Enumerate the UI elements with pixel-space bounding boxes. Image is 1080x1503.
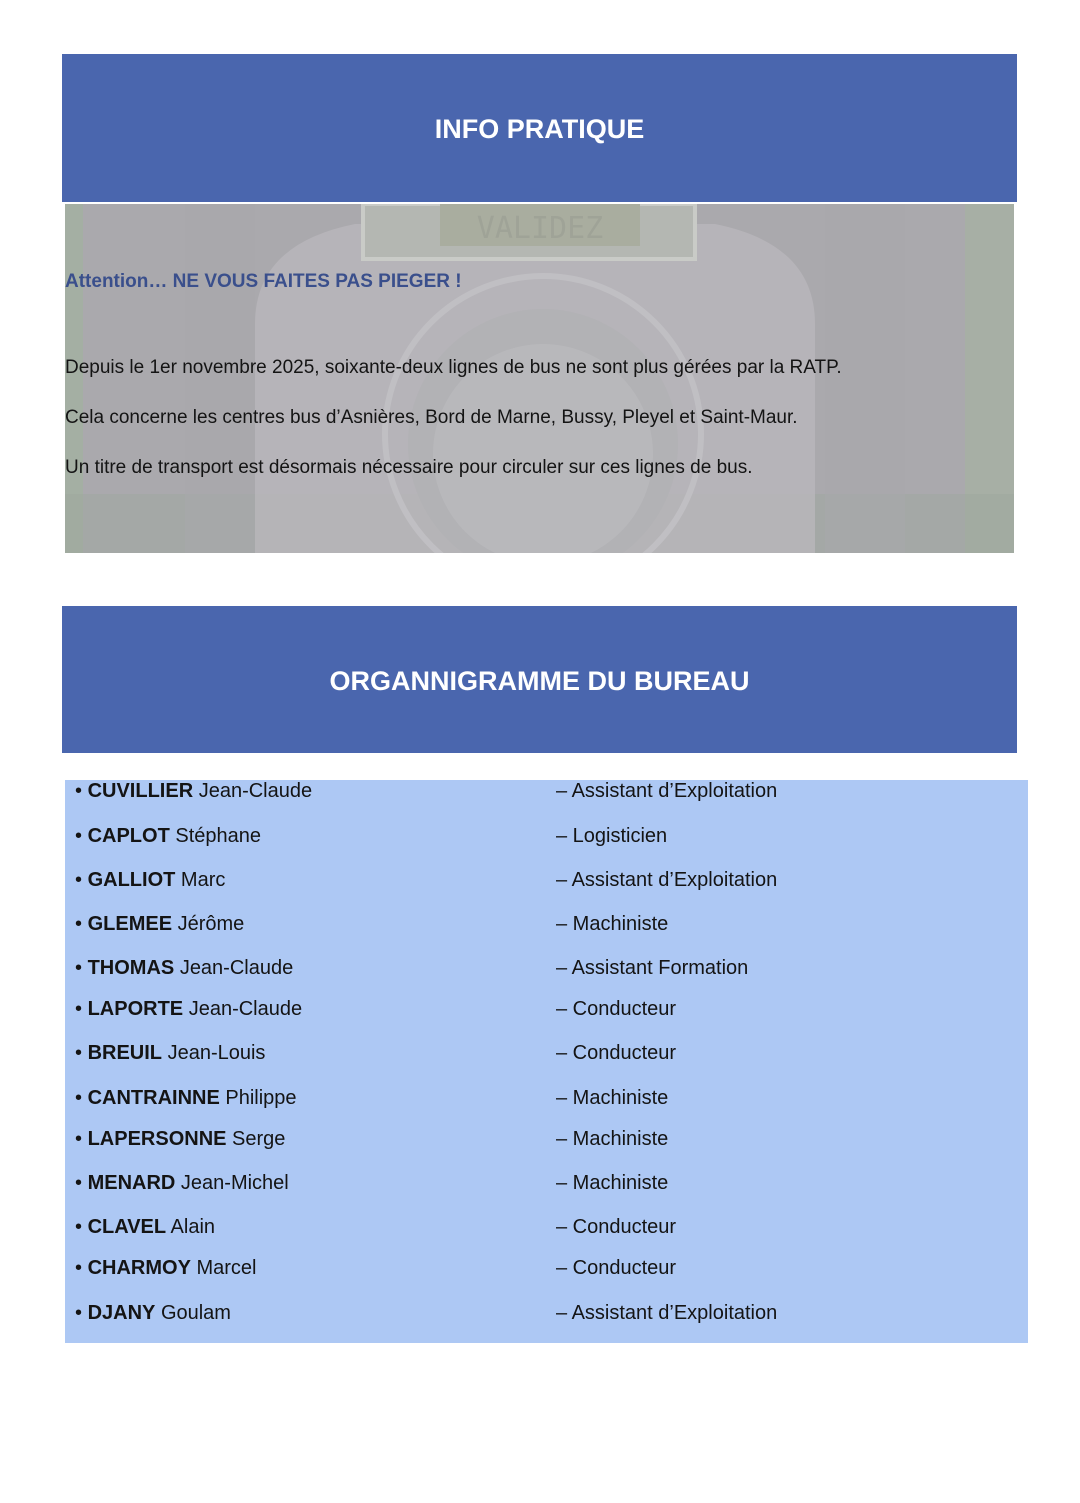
list-item — [65, 869, 1028, 899]
member-surname: CAPLOT — [87, 825, 170, 847]
background-image-lettering: VALIDEZ — [476, 211, 604, 246]
member-surname: CHARMOY — [87, 1257, 191, 1279]
list-item — [65, 1302, 1028, 1332]
bullet: • — [75, 825, 83, 847]
list-item — [65, 1042, 1028, 1072]
member-surname: CANTRAINNE — [87, 1087, 220, 1109]
list-item — [65, 780, 1028, 810]
list-item — [65, 825, 1028, 855]
member-firstname: Jean-Claude — [179, 957, 294, 979]
member-role: – Assistant d’Exploitation — [556, 780, 778, 802]
list-item — [65, 1257, 1028, 1287]
list-item — [65, 957, 1028, 987]
list-item — [65, 1128, 1028, 1158]
member-name — [75, 1257, 257, 1280]
member-role: – Machiniste — [556, 913, 669, 935]
info-paragraph-3: Un titre de transport est désormais nécessaire pour circuler sur ces lignes de bus. — [65, 457, 753, 478]
member-role: – Assistant d’Exploitation — [556, 1302, 778, 1324]
member-name — [75, 869, 225, 892]
member-role: – Machiniste — [556, 1087, 669, 1109]
info-paragraph-1: Depuis le 1er novembre 2025, soixante-deux lignes de bus ne sont plus gérées par la RATP. — [65, 357, 842, 378]
member-name — [75, 1302, 231, 1325]
bullet: • — [75, 1216, 83, 1238]
member-role: – Conducteur — [556, 1042, 677, 1064]
member-role: – Conducteur — [556, 1257, 677, 1279]
member-surname: MENARD — [87, 1172, 176, 1194]
member-name — [75, 1087, 297, 1110]
member-role: – Assistant d’Exploitation — [556, 869, 778, 891]
info-pratique-title: INFO PRATIQUE — [434, 114, 645, 144]
bullet: • — [75, 869, 83, 891]
bullet: • — [75, 1128, 83, 1150]
list-item — [65, 913, 1028, 943]
info-pratique-banner — [62, 54, 1017, 202]
bullet: • — [75, 1257, 83, 1279]
info-warning-heading: Attention… NE VOUS FAITES PAS PIEGER ! — [65, 271, 462, 292]
member-name — [75, 1216, 215, 1239]
list-item — [65, 1087, 1028, 1117]
member-surname: GLEMEE — [87, 913, 173, 935]
member-role: – Conducteur — [556, 998, 677, 1020]
member-firstname: Jean-Michel — [180, 1172, 289, 1194]
bullet: • — [75, 913, 83, 935]
member-role: – Conducteur — [556, 1216, 677, 1238]
member-firstname: Goulam — [160, 1302, 231, 1324]
member-surname: CLAVEL — [87, 1216, 167, 1238]
bullet: • — [75, 1042, 83, 1064]
list-item — [65, 998, 1028, 1028]
member-firstname: Jean-Claude — [188, 998, 303, 1020]
member-name — [75, 957, 293, 980]
member-name — [75, 913, 244, 936]
member-name — [75, 1042, 265, 1065]
bullet: • — [75, 1172, 83, 1194]
member-firstname: Philippe — [225, 1087, 297, 1109]
member-name — [75, 1128, 285, 1151]
member-role: – Machiniste — [556, 1128, 669, 1150]
member-role: – Assistant Formation — [556, 957, 749, 979]
member-firstname: Jean-Claude — [198, 780, 313, 802]
member-surname: LAPORTE — [87, 998, 184, 1020]
organigramme-title: ORGANNIGRAMME DU BUREAU — [329, 666, 750, 696]
info-box — [65, 204, 1014, 553]
member-firstname: Serge — [232, 1128, 286, 1150]
member-name — [75, 1172, 289, 1195]
bullet: • — [75, 998, 83, 1020]
member-surname: LAPERSONNE — [87, 1128, 227, 1150]
member-surname: DJANY — [87, 1302, 156, 1324]
member-surname: CUVILLIER — [87, 780, 194, 802]
organigramme-banner — [62, 606, 1017, 753]
member-firstname: Stéphane — [175, 825, 261, 847]
member-firstname: Marc — [180, 869, 226, 891]
member-firstname: Alain — [170, 1216, 216, 1238]
list-item — [65, 1216, 1028, 1246]
member-role: – Machiniste — [556, 1172, 669, 1194]
member-name — [75, 780, 312, 803]
member-surname: THOMAS — [87, 957, 175, 979]
member-surname: GALLIOT — [87, 869, 176, 891]
member-firstname: Jean-Louis — [167, 1042, 266, 1064]
info-paragraph-2: Cela concerne les centres bus d’Asnières, Bord de Marne, Bussy, Pleyel et Saint-Maur. — [65, 407, 798, 428]
member-firstname: Marcel — [196, 1257, 257, 1279]
bullet: • — [75, 1087, 83, 1109]
member-surname: BREUIL — [87, 1042, 163, 1064]
bullet: • — [75, 1302, 83, 1324]
member-name — [75, 998, 302, 1021]
member-firstname: Jérôme — [177, 913, 245, 935]
member-name — [75, 825, 261, 848]
list-item — [65, 1172, 1028, 1202]
bullet: • — [75, 957, 83, 979]
member-role: – Logisticien — [556, 825, 668, 847]
bullet: • — [75, 780, 83, 802]
organigramme-list — [65, 780, 1028, 1343]
